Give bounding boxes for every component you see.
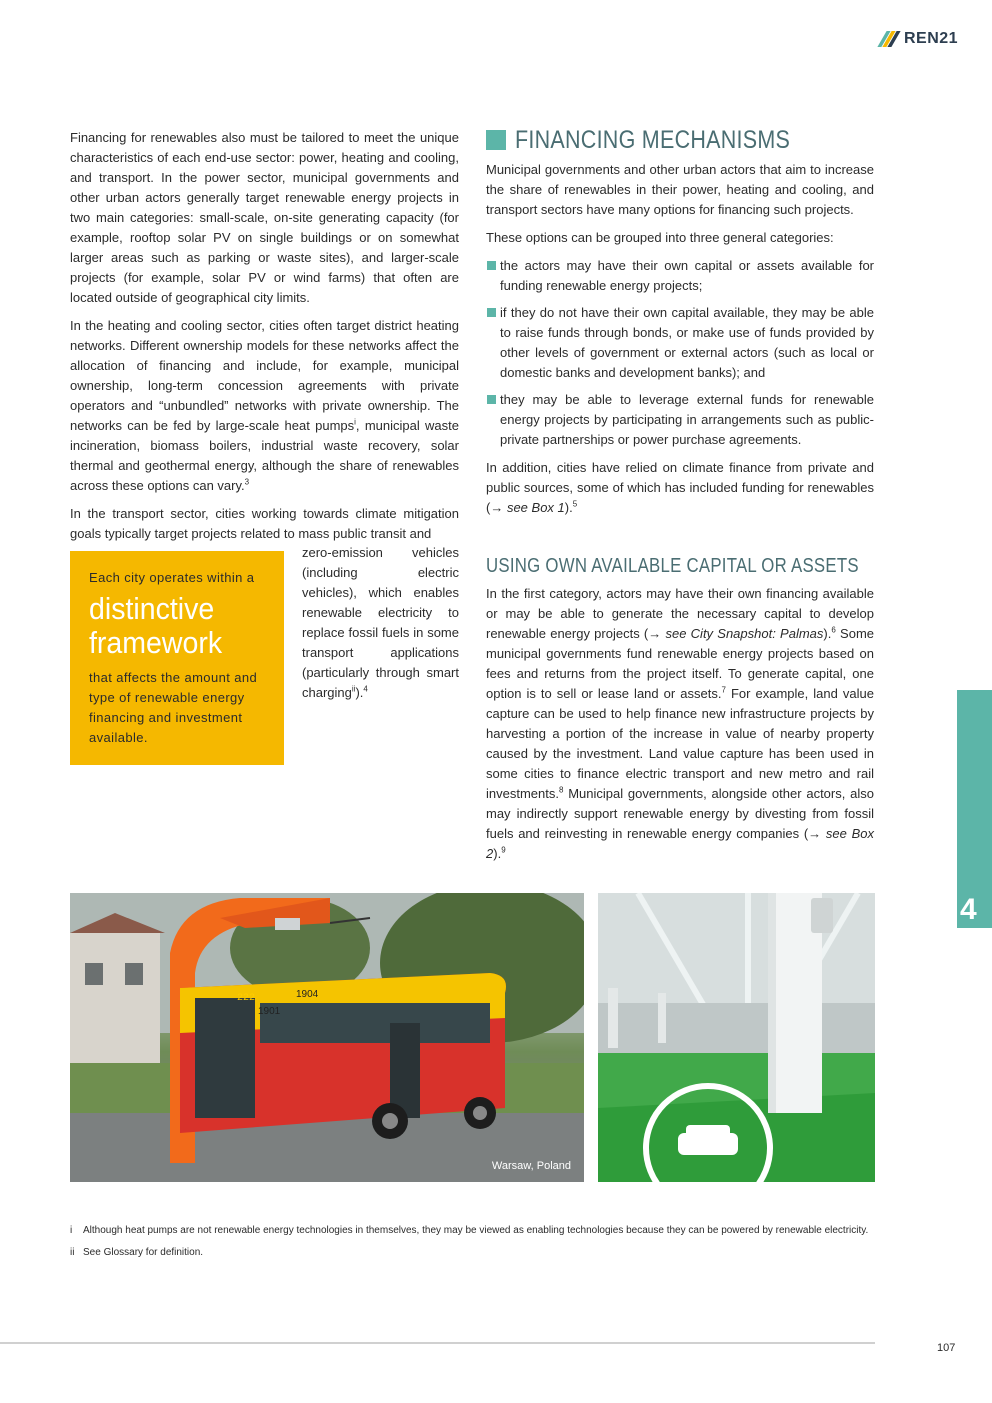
pull-quote-highlight: distinctive framework xyxy=(89,591,223,660)
paragraph-heating-cooling: In the heating and cooling sector, cities often target district heating networks. Different ownership models for these networks affect the allocation of financing and include, for example, municipal ownership, long-term concession agreements with private operators and “unbundled” networks with private ownership. The networks can be fed by large-scale heat pumps$^i$, municipal waste incineration, biomass boilers, industrial waste recovery, solar thermal and geothermal energy, although the share of renewables across these options can vary.$^3$ xyxy=(70,318,459,493)
footnote-ref-i[interactable]: i xyxy=(354,417,356,427)
category-list xyxy=(486,256,874,450)
paragraph-transport-continued: zero-emission vehicles (including electric vehicles), which enables renewable electricity to replace fossil fuels in some transport applications (particularly through smart charging$^{ii}$).$^4$ xyxy=(302,545,459,700)
chapter-number: 4 xyxy=(960,893,977,926)
pull-quote-intro: Each city operates within a xyxy=(89,570,255,585)
logo-mark-icon xyxy=(880,31,900,47)
bullet-square-icon xyxy=(487,308,496,317)
photo-electric-bus xyxy=(70,893,584,1182)
pull-quote-box xyxy=(70,551,284,765)
footnote-item xyxy=(70,1246,875,1260)
paragraph-transport-sector: In the transport sector, cities working towards climate mitigation goals typically target projects related to mass public transit and xyxy=(70,506,459,541)
subsection-heading: USING OWN AVAILABLE CAPITAL OR ASSETS xyxy=(486,555,859,577)
endnote-ref-4[interactable]: 4 xyxy=(363,684,368,694)
photo-caption: Warsaw, Poland xyxy=(491,1160,571,1172)
heading-square-icon xyxy=(486,130,506,150)
logo-text: REN21 xyxy=(904,30,959,47)
section-heading xyxy=(486,126,874,154)
paragraph-power-sector: Financing for renewables also must be tailored to meet the unique characteristics of each end-use sector: power, heating and cooling, and transport. In the power sector, municipal governments and other urban actors generally target renewable energy projects in two main categories: small-scale, on-site generating capacity (for example, rooftop solar PV on single buildings or on somewhat larger areas such as parking or waste sites), and larger-scale projects (for example, solar PV or wind farms) that often are located outside of geographical city limits. xyxy=(70,130,459,305)
page-number: 107 xyxy=(937,1342,956,1354)
pull-quote-outro: that affects the amount and type of renewable energy financing and investment available. xyxy=(89,670,258,745)
footnote-marker: ii xyxy=(70,1247,75,1258)
cross-ref-box-1[interactable]: see Box 1 xyxy=(506,500,565,515)
ren21-logo xyxy=(880,30,958,48)
footnote-text: See Glossary for definition. xyxy=(83,1247,204,1258)
endnote-ref-9[interactable]: 9 xyxy=(501,845,506,855)
right-column xyxy=(486,128,874,872)
paragraph-own-capital: In the first category, actors may have their own financing available or may be able to generate the necessary capital to develop renewable energy projects (→ see City Snapshot: Palmas).$^6$ Some municipal governments fund renewable energy projects based on fees and returns from the project itself. To generate capital, one option is to sell or lease land or assets.$^7$ For example, land value capture can be used to help finance new infrastructure projects by harvesting a portion of the increase in value of nearby property caused by the investment. Land value capture has been used in some cities to finance electric transport and new metro and rail investments.$^8$ Municipal governments, alongside other actors, also may indirectly support renewable energy by divesting from fossil fuels and reinvesting in renewable energy companies (→ see Box 2).$^9$ xyxy=(486,586,874,861)
photo-ev-parking xyxy=(598,893,875,1182)
bus-illustration xyxy=(70,893,584,1182)
footnote-item xyxy=(70,1224,875,1238)
paragraph-financing-intro: Municipal governments and other urban actors that aim to increase the share of renewables in their power, heating and cooling, and transport sectors have many options for financing such projects. xyxy=(486,162,874,217)
endnote-ref-3[interactable]: 3 xyxy=(244,477,250,487)
paragraph-climate-finance: In addition, cities have relied on climate finance from private and public sources, some of which has included funding for renewables (→ see Box 1).$^5$ xyxy=(486,460,874,515)
endnote-ref-7[interactable]: 7 xyxy=(721,685,726,695)
cross-ref-city-snapshot[interactable]: see City Snapshot: Palmas xyxy=(665,626,824,641)
footnotes xyxy=(70,1224,875,1268)
list-item: they may be able to leverage external funds for renewable energy projects by participating in arrangements such as public-private partnerships or power purchase agreements. xyxy=(486,390,874,450)
bullet-square-icon xyxy=(487,261,496,270)
footnote-text: Although heat pumps are not renewable energy technologies in themselves, they may be viewed as enabling technologies because they can be powered by renewable electricity. xyxy=(83,1225,869,1236)
chapter-tab[interactable] xyxy=(957,690,992,928)
bus-fleet-number-front: 1904 xyxy=(296,989,319,1000)
section-heading-text: FINANCING MECHANISMS xyxy=(515,126,791,154)
bus-fleet-number-side: 1901 xyxy=(258,1006,281,1017)
endnote-ref-5[interactable]: 5 xyxy=(572,499,578,509)
parking-illustration xyxy=(598,893,875,1182)
paragraph-categories-lead: These options can be grouped into three general categories: xyxy=(486,230,834,245)
footnote-ref-ii[interactable]: ii xyxy=(351,684,356,694)
bullet-square-icon xyxy=(487,395,496,404)
list-item: the actors may have their own capital or assets available for funding renewable energy projects; xyxy=(486,256,874,296)
endnote-ref-8[interactable]: 8 xyxy=(558,785,564,795)
bus-destination-display: 222 xyxy=(237,993,256,1004)
endnote-ref-6[interactable]: 6 xyxy=(831,625,836,635)
footer-divider xyxy=(0,1342,875,1344)
left-column xyxy=(70,128,459,552)
footnote-marker: i xyxy=(70,1225,73,1236)
cross-ref-box-2[interactable]: see Box 2 xyxy=(486,826,874,861)
list-item: if they do not have their own capital available, they may be able to raise funds through bonds, or make use of funds provided by other levels of government or external actors (such as local or domestic banks and development banks); and xyxy=(486,303,874,383)
